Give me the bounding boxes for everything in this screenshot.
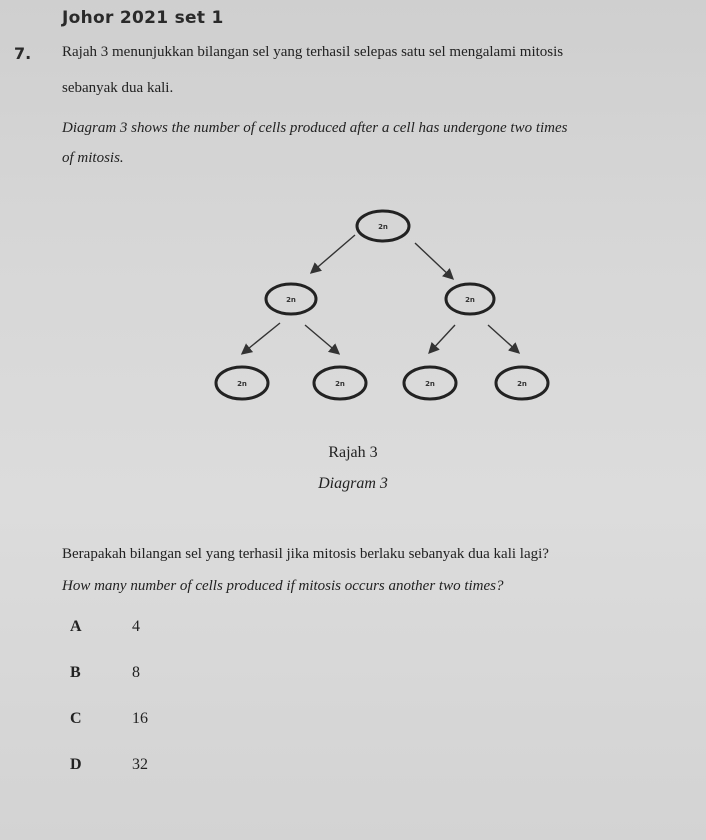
paper-title: Johor 2021 set 1	[62, 8, 224, 28]
cell-generation-1-right	[446, 284, 494, 314]
cell-root	[357, 211, 409, 241]
option-b-value[interactable]: 8	[132, 664, 140, 681]
arrow-right-to-cell-4	[488, 325, 518, 352]
option-c-letter[interactable]: C	[70, 710, 82, 727]
option-b-letter[interactable]: B	[70, 664, 81, 681]
cell-generation-2-a	[216, 367, 268, 399]
diagram-caption-malay: Rajah 3	[328, 444, 378, 461]
cell-label: 2n	[465, 296, 475, 304]
cell-label: 2n	[237, 380, 247, 388]
cell-label: 2n	[425, 380, 435, 388]
option-a-letter[interactable]: A	[70, 618, 82, 635]
prompt-english: How many number of cells produced if mitosis occurs another two times?	[62, 578, 504, 594]
question-number: 7.	[14, 44, 32, 63]
diagram-caption-english: Diagram 3	[318, 475, 388, 492]
arrow-right-to-cell-3	[430, 325, 455, 352]
arrow-left-to-cell-1	[243, 323, 280, 353]
question-malay-line-1: Rajah 3 menunjukkan bilangan sel yang terhasil selepas satu sel mengalami mitosis	[62, 44, 564, 60]
cell-label: 2n	[335, 380, 345, 388]
cell-generation-2-d	[496, 367, 548, 399]
arrow-left-to-cell-2	[305, 325, 338, 353]
cell-generation-2-c	[404, 367, 456, 399]
option-a-value[interactable]: 4	[132, 618, 140, 635]
prompt-malay: Berapakah bilangan sel yang terhasil jika mitosis berlaku sebanyak dua kali lagi?	[62, 546, 549, 562]
question-malay-line-2: sebanyak dua kali.	[62, 80, 174, 96]
cell-label: 2n	[378, 223, 388, 231]
cell-label: 2n	[517, 380, 527, 388]
cell-generation-2-b	[314, 367, 366, 399]
option-d-value[interactable]: 32	[132, 756, 148, 773]
cell-generation-1-left	[266, 284, 316, 314]
option-d-letter[interactable]: D	[70, 756, 82, 773]
question-english-line-2: of mitosis.	[62, 150, 124, 166]
option-c-value[interactable]: 16	[132, 710, 148, 727]
arrow-root-to-left	[312, 235, 355, 272]
arrow-root-to-right	[415, 243, 452, 278]
cell-label: 2n	[286, 296, 296, 304]
question-english-line-1: Diagram 3 shows the number of cells produced after a cell has undergone two times	[62, 120, 568, 136]
